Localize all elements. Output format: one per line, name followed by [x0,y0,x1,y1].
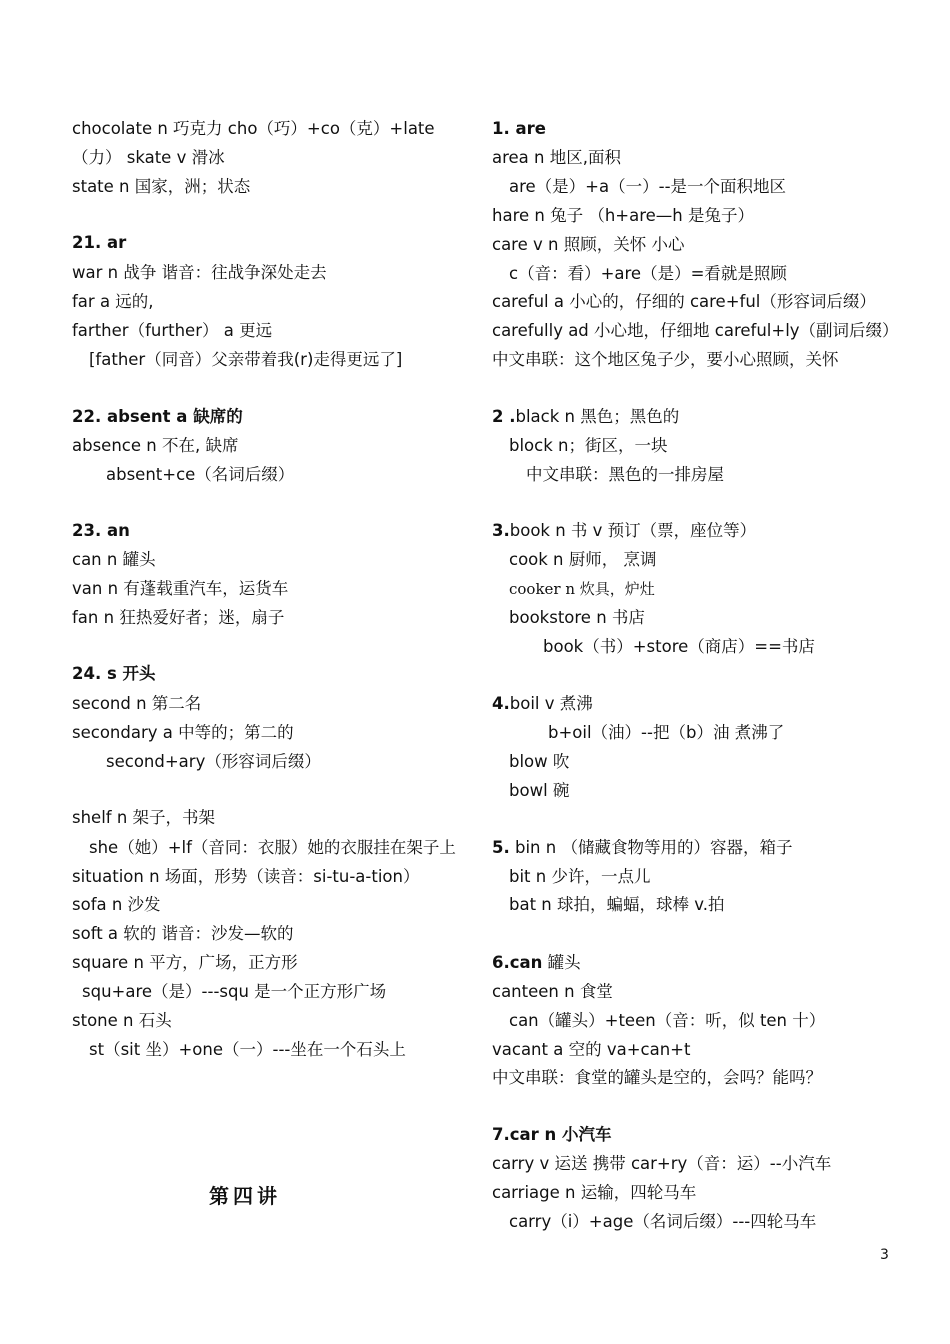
text-line: blow 吹 [509,752,570,771]
text-line: （力） skate v 滑冰 [72,148,225,167]
text-line: c（音：看）+are（是）=看就是照顾 [509,264,787,283]
text-line: 中文串联：黑色的一排房屋 [526,465,724,484]
text-line: farther（further） a 更远 [72,321,273,340]
text-line: carry（i）+age（名词后缀）---四轮马车 [509,1212,817,1231]
text-line: she（她）+lf（音同：衣服）她的衣服挂在架子上 [89,838,456,857]
text-line: st（sit 坐）+one（一）---坐在一个石头上 [89,1040,406,1059]
text-line: squ+are（是）---squ 是一个正方形广场 [82,982,387,1001]
text-line: van n 有蓬载重汽车，运货车 [72,579,289,598]
page-number: 3 [880,1247,889,1263]
text-line: carefully ad 小心地，仔细地 careful+ly（副词后缀） [492,321,899,340]
lecture-heading: 第四讲 [209,1184,281,1208]
text-line: canteen n 食堂 [492,982,613,1001]
text-line: bowl 碗 [509,781,570,800]
text-line: 1. are [492,119,546,138]
text-line: 中文串联：食堂的罐头是空的，会吗？能吗？ [492,1068,822,1087]
text-line: b+oil（油）--把（b）油 煮沸了 [548,723,785,742]
text-line: [father（同音）父亲带着我(r)走得更远了] [89,350,403,369]
text-line: stone n 石头 [72,1011,172,1030]
text-line: second+ary（形容词后缀） [106,752,321,771]
text-line: square n 平方，广场，正方形 [72,953,298,972]
text-line: secondary a 中等的；第二的 [72,723,294,742]
text-line: can（罐头）+teen（音：听，似 ten 十） [509,1011,826,1030]
text-line: bat n 球拍，蝙蝠，球棒 v.拍 [509,895,725,914]
text-line: can n 罐头 [72,550,156,569]
text-line: careful a 小心的，仔细的 care+ful（形容词后缀） [492,292,876,311]
text-line: 23. an [72,521,130,540]
text-line: absent+ce（名词后缀） [106,465,295,484]
text-line: bit n 少许，一点儿 [509,867,651,886]
text-line: 6.can 罐头 [492,953,581,972]
text-line: cook n 厨师， 烹调 [509,550,657,569]
text-line: sofa n 沙发 [72,895,161,914]
text-line: 中文串联：这个地区兔子少，要小心照顾，关怀 [492,350,839,369]
text-line: war n 战争 谐音：往战争深处走去 [72,263,327,282]
text-line: state n 国家，洲；状态 [72,177,251,196]
text-line: care v n 照顾，关怀 小心 [492,235,685,254]
text-line: vacant a 空的 va+can+t [492,1040,691,1059]
text-line: fan n 狂热爱好者；迷，扇子 [72,608,285,627]
text-line: cooker n 炊具，炉灶 [509,580,655,598]
text-line: 24. s 开头 [72,664,156,683]
text-line: 22. absent a 缺席的 [72,407,243,426]
text-line: carry v 运送 携带 car+ry（音：运）--小汽车 [492,1154,832,1173]
text-line: 7.car n 小汽车 [492,1125,612,1144]
text-line: 3.book n 书 v 预订（票，座位等） [492,521,757,540]
text-line: area n 地区,面积 [492,148,621,167]
text-line: carriage n 运输，四轮马车 [492,1183,697,1202]
text-line: second n 第二名 [72,694,202,713]
text-line: book（书）+store（商店）==书店 [543,637,815,656]
text-line: 4.boil v 煮沸 [492,694,593,713]
text-line: far a 远的, [72,292,154,311]
text-line: bookstore n 书店 [509,608,645,627]
text-line: situation n 场面，形势（读音：si-tu-a-tion） [72,867,420,886]
text-line: absence n 不在, 缺席 [72,436,239,455]
text-line: hare n 兔子 （h+are—h 是兔子） [492,206,755,225]
text-line: shelf n 架子，书架 [72,808,216,827]
text-line: block n；街区，一块 [509,436,668,455]
text-line: are（是）+a（一）--是一个面积地区 [509,177,787,196]
text-line: soft a 软的 谐音：沙发—软的 [72,924,294,943]
text-line: chocolate n 巧克力 cho（巧）+co（克）+late [72,119,435,138]
text-line: 21. ar [72,233,127,252]
text-line: 5. bin n （储藏食物等用的）容器，箱子 [492,838,793,857]
text-line: 2 .black n 黑色；黑色的 [492,407,680,426]
